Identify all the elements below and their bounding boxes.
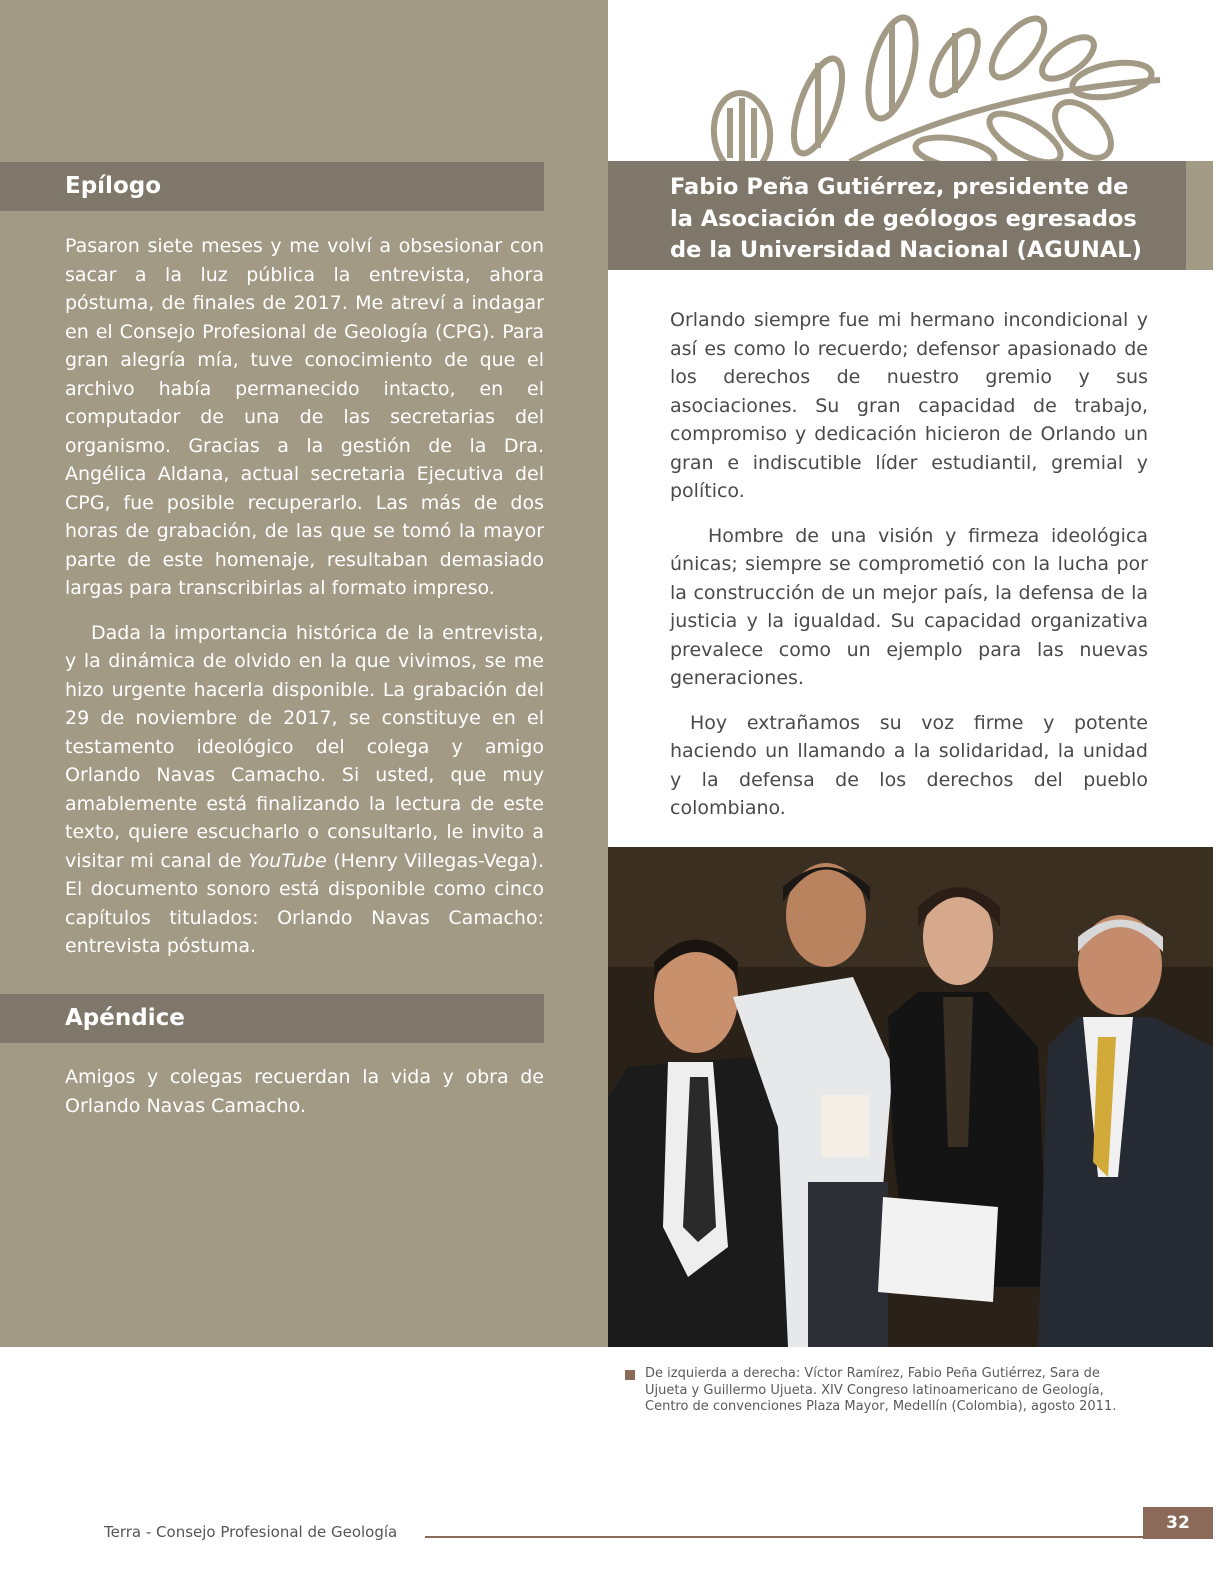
right-body [670, 306, 1148, 823]
apendice-body [65, 1063, 544, 1120]
page-number: 32 [1143, 1507, 1213, 1539]
right-header [608, 161, 1186, 270]
right-paragraph-1: Orlando siempre fue mi hermano incondicional y así es como lo recuerdo; defensor apasionado de los derechos de nuestro gremio y sus asociaciones. Su gran capacidad de trabajo, compromiso y dedicación hicieron de Orlando un gran e indiscutible líder estudiantil, gremial y político. [670, 309, 1148, 502]
photo-caption: De izquierda a derecha: Víctor Ramírez, Fabio Peña Gutiérrez, Sara de Ujueta y Guillermo Ujueta. XIV Congreso latinoamericano de Geología, Centro de convenciones Plaza Mayor, Medellín (Colombia), agosto 2011. [625, 1366, 1145, 1416]
right-title: Fabio Peña Gutiérrez, presidente de la Asociación de geólogos egresados de la Universidad Nacional (AGUNAL) [670, 174, 1142, 263]
epilogo-header [0, 162, 544, 211]
epilogo-title: Epílogo [65, 173, 162, 199]
group-photo [608, 847, 1213, 1347]
caption-bullet [625, 1370, 635, 1380]
footer-publication: Terra - Consejo Profesional de Geología [104, 1523, 398, 1541]
epilogo-body [65, 232, 544, 961]
apendice-title: Apéndice [65, 1005, 185, 1031]
epilogo-paragraph-2: Dada la importancia histórica de la entrevista, y la dinámica de olvido en la que vivimos, se me hizo urgente hacerla disponible. La grabación del 29 de noviembre de 2017, se constituye en el testamento ideológico del colega y amigo Orlando Navas Camacho. Si usted, que muy amablemente está finalizando la lectura de este texto, quiere escucharlo o consultarlo, le invito a visitar mi canal de YouTube (Henry Villegas-Vega). El documento sonoro está disponible como cinco capítulos titulados: Orlando Navas Camacho: entrevista póstuma. [65, 621, 544, 957]
youtube-text: YouTube [248, 849, 327, 872]
epilogo-paragraph-1: Pasaron siete meses y me volví a obsesionar con sacar a la luz pública la entrevista, ahora póstuma, de finales de 2017. Me atreví a indagar en el Consejo Profesional de Geología (CPG). Para gran alegría mía, tuve conocimiento de que el archivo había permanecido intacto, en el computador de una de las secretarias del organismo. Gracias a la gestión de la Dra. Angélica Aldana, actual secretaria Ejecutiva del CPG, fue posible recuperarlo. Las más de dos horas de grabación, de las que se tomó la mayor parte de este homenaje, resultaban demasiado largas para transcribirlas al formato impreso. [65, 235, 544, 599]
right-paragraph-3: Hoy extrañamos su voz firme y potente haciendo un llamando a la solidaridad, la unidad y la defensa de los derechos del pueblo colombiano. [670, 711, 1148, 819]
apendice-header [0, 994, 544, 1043]
footer-rule [425, 1536, 1143, 1538]
right-header-accent [1186, 161, 1213, 270]
right-paragraph-2: Hombre de una visión y firmeza ideológica únicas; siempre se comprometió con la lucha por la construcción de un mejor país, la defensa de la justicia y la igualdad. Su capacidad organizativa prevalece como un ejemplo para las nuevas generaciones. [670, 524, 1148, 689]
apendice-paragraph: Amigos y colegas recuerdan la vida y obra de Orlando Navas Camacho. [65, 1066, 544, 1117]
wheat-grain-illustration [700, 8, 1170, 162]
